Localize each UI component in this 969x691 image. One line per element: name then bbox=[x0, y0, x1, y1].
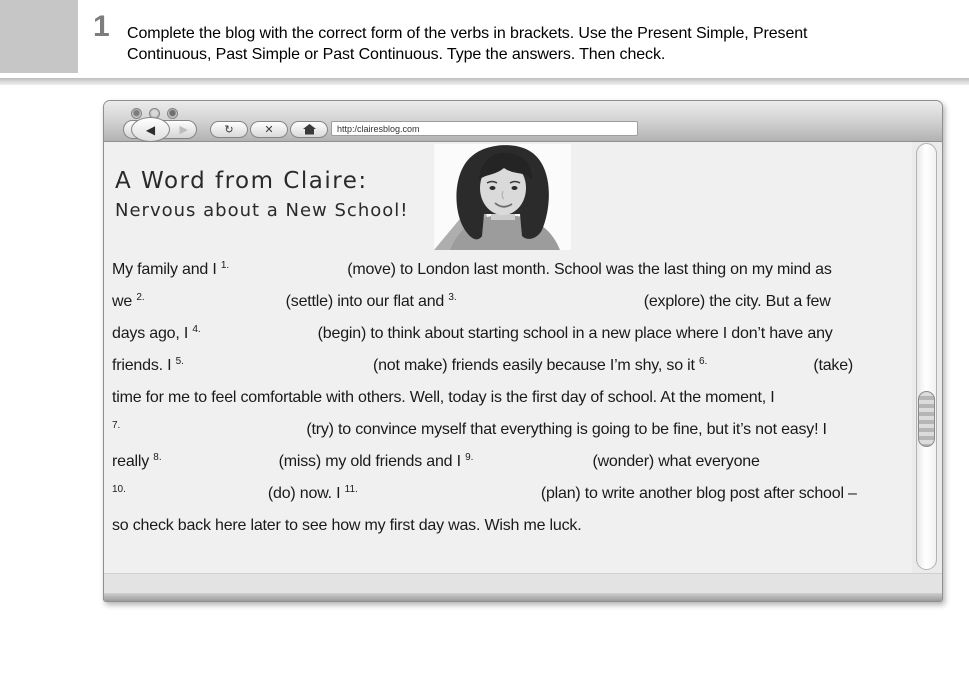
blog-text: time for me to feel comfortable with others. Well, today is the first day of school. At the moment, I bbox=[112, 389, 775, 406]
browser-chrome bbox=[104, 101, 942, 142]
answer-blank-1[interactable] bbox=[229, 259, 347, 279]
instructions-line1: Complete the blog with the correct form of the verbs in brackets. Use the Present Simple, Present bbox=[127, 25, 808, 42]
blog-line bbox=[112, 350, 908, 382]
url-input[interactable] bbox=[331, 121, 638, 136]
scrollbar-thumb[interactable] bbox=[918, 391, 935, 447]
blank-number: 11. bbox=[344, 484, 358, 495]
blog-line bbox=[112, 254, 908, 286]
blank-number: 7. bbox=[112, 420, 121, 431]
blog-text: (miss) my old friends and I bbox=[278, 453, 466, 470]
answer-blank-10[interactable] bbox=[126, 483, 268, 503]
blog-line bbox=[112, 286, 908, 318]
stop-button[interactable] bbox=[250, 121, 288, 138]
back-forward-group bbox=[123, 120, 197, 139]
close-icon: ✕ bbox=[264, 123, 274, 136]
blog-text: days ago, I bbox=[112, 325, 193, 342]
answer-blank-9[interactable] bbox=[473, 451, 592, 471]
blog-line bbox=[112, 414, 908, 446]
blog-line bbox=[112, 318, 908, 350]
window-close-circle[interactable] bbox=[131, 108, 142, 119]
blank-number: 9. bbox=[465, 452, 474, 463]
answer-blank-11[interactable] bbox=[358, 483, 541, 503]
blank-number: 10. bbox=[112, 484, 126, 495]
blog-text: we bbox=[112, 293, 137, 310]
blank-number: 1. bbox=[220, 260, 230, 271]
header-divider bbox=[0, 78, 969, 85]
blog-line bbox=[112, 446, 908, 478]
home-button[interactable] bbox=[290, 121, 328, 138]
blog-text: (try) to convince myself that everything is going to be fine, but it’s not easy! I bbox=[306, 421, 827, 438]
blog-body bbox=[112, 254, 908, 542]
browser-toolbar bbox=[123, 120, 330, 139]
exercise-instructions bbox=[127, 23, 927, 65]
blog-text: (begin) to think about starting school in a new place where I don’t have any bbox=[317, 325, 833, 342]
forward-button[interactable] bbox=[180, 123, 188, 136]
blank-number: 5. bbox=[175, 356, 184, 367]
blog-text: (not make) friends easily because I’m shy, so it bbox=[372, 357, 699, 374]
blog-text: (wonder) what everyone bbox=[592, 453, 760, 470]
blog-line bbox=[112, 510, 908, 542]
forward-icon: ▶ bbox=[179, 124, 188, 136]
answer-blank-2[interactable] bbox=[145, 291, 286, 311]
blank-number: 4. bbox=[192, 324, 201, 335]
blog-line bbox=[112, 382, 908, 414]
instructions-line2: Continuous, Past Simple or Past Continuous. Type the answers. Then check. bbox=[127, 46, 666, 63]
blog-title: A Word from Claire: bbox=[115, 168, 368, 194]
blog-text: (take) bbox=[813, 357, 854, 374]
blog-text: so check back here later to see how my first day was. Wish me luck. bbox=[112, 517, 582, 534]
answer-blank-3[interactable] bbox=[457, 291, 644, 311]
refresh-button[interactable] bbox=[210, 121, 248, 138]
blog-text: (do) now. I bbox=[267, 485, 345, 502]
blog-subtitle: Nervous about a New School! bbox=[115, 200, 409, 221]
window-zoom-circle[interactable] bbox=[167, 108, 178, 119]
home-icon bbox=[303, 124, 316, 135]
back-icon: ◀ bbox=[145, 122, 156, 137]
blog-text: (plan) to write another blog post after school – bbox=[540, 485, 857, 502]
blog-text: (move) to London last month. School was the last thing on my mind as bbox=[347, 261, 832, 278]
exercise-number: 1 bbox=[93, 10, 110, 43]
answer-blank-5[interactable] bbox=[184, 355, 373, 375]
blog-text: really bbox=[112, 453, 154, 470]
refresh-icon: ↻ bbox=[224, 123, 234, 136]
blog-content bbox=[106, 142, 912, 574]
blog-text: (explore) the city. But a few bbox=[643, 293, 831, 310]
blank-number: 6. bbox=[699, 356, 708, 367]
scrollbar-track[interactable] bbox=[916, 143, 937, 570]
blank-number: 2. bbox=[136, 292, 145, 303]
blog-text: My family and I bbox=[112, 261, 221, 278]
back-button[interactable] bbox=[131, 117, 170, 142]
claire-photo bbox=[434, 144, 571, 250]
answer-blank-4[interactable] bbox=[201, 323, 318, 343]
answer-blank-8[interactable] bbox=[162, 451, 279, 471]
answer-blank-6[interactable] bbox=[707, 355, 813, 375]
window-bottom-edge bbox=[104, 593, 942, 601]
blog-text: friends. I bbox=[112, 357, 176, 374]
blank-number: 3. bbox=[448, 292, 457, 303]
answer-blank-7[interactable] bbox=[120, 419, 306, 439]
blog-text: (settle) into our flat and bbox=[285, 293, 449, 310]
blog-line bbox=[112, 478, 908, 510]
blank-number: 8. bbox=[153, 452, 162, 463]
status-bar bbox=[104, 573, 942, 593]
corner-decoration bbox=[0, 0, 78, 73]
browser-window bbox=[103, 100, 943, 602]
